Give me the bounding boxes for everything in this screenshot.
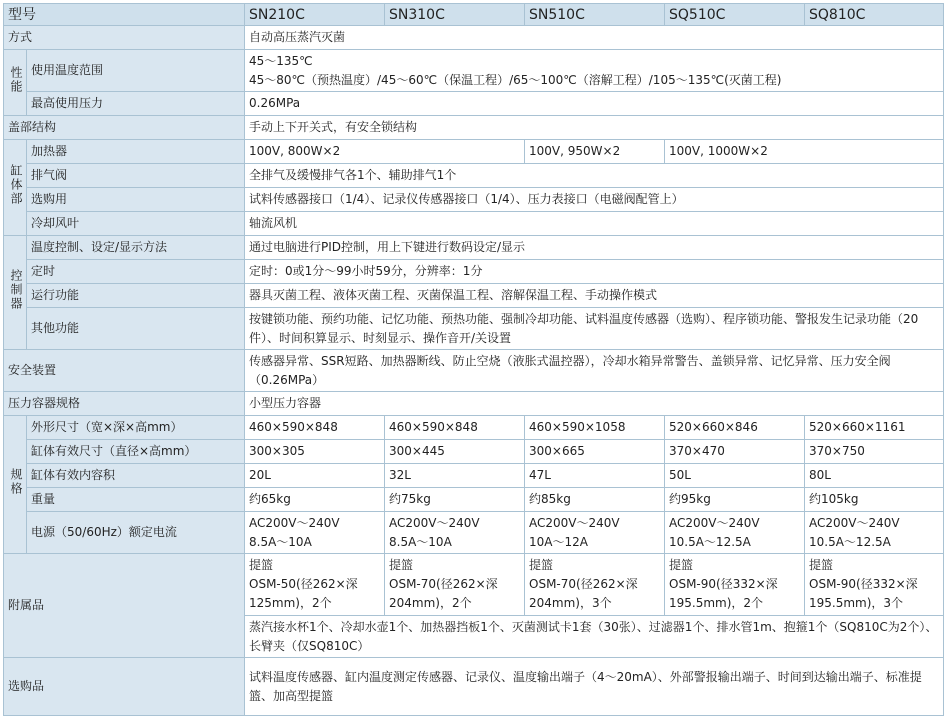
basket-value: 提篮 OSM-90(径332×深 195.5mm)，2个 [665, 554, 805, 616]
weight-value: 约65kg [245, 488, 385, 512]
volume-value: 32L [385, 464, 525, 488]
lid-value: 手动上下开关式，有安全锁结构 [245, 116, 944, 140]
outer-size-value: 520×660×1161 [805, 416, 944, 440]
heater-value: 100V, 1000W×2 [665, 140, 944, 164]
basket-row [4, 554, 944, 616]
volume-value: 50L [665, 464, 805, 488]
temp-range-row [4, 50, 944, 92]
tank-group-label: 缸体部 [4, 140, 27, 236]
exhaust-row [4, 164, 944, 188]
max-pressure-row [4, 92, 944, 116]
outer-size-value: 520×660×846 [665, 416, 805, 440]
other-functions-label: 其他功能 [27, 308, 245, 350]
outer-size-value: 460×590×1058 [525, 416, 665, 440]
heater-row [4, 140, 944, 164]
weight-value: 约75kg [385, 488, 525, 512]
weight-value: 约95kg [665, 488, 805, 512]
safety-row [4, 350, 944, 392]
performance-group-label: 性能 [4, 50, 27, 116]
vessel-label: 压力容器规格 [4, 392, 245, 416]
other-functions-row [4, 308, 944, 350]
model-name: SQ810C [805, 4, 944, 26]
weight-row [4, 488, 944, 512]
inner-size-value: 300×305 [245, 440, 385, 464]
model-name: SQ510C [665, 4, 805, 26]
fan-label: 冷却风叶 [27, 212, 245, 236]
timer-value: 定时：0或1分～99小时59分，分辨率：1分 [245, 260, 944, 284]
method-label: 方式 [4, 26, 245, 50]
vessel-value: 小型压力容器 [245, 392, 944, 416]
spec-table [3, 3, 944, 716]
accessories-label: 附属品 [4, 554, 245, 658]
optional-port-row [4, 188, 944, 212]
other-functions-value: 按键锁功能、预约功能、记忆功能、预热功能、强制冷却功能、试料温度传感器（选购）、程序锁功能、警报发生记录功能（20件）、时间积算显示、时刻显示、操作音开/关设置 [245, 308, 944, 350]
lid-label: 盖部结构 [4, 116, 245, 140]
operation-row [4, 284, 944, 308]
basket-value: 提篮 OSM-70(径262×深 204mm)，2个 [385, 554, 525, 616]
outer-size-value: 460×590×848 [245, 416, 385, 440]
fan-row [4, 212, 944, 236]
outer-size-label: 外形尺寸（宽×深×高mm） [27, 416, 245, 440]
timer-row [4, 260, 944, 284]
timer-label: 定时 [27, 260, 245, 284]
volume-label: 缸体有效内容积 [27, 464, 245, 488]
power-label: 电源（50/60Hz）额定电流 [27, 512, 245, 554]
inner-size-value: 370×750 [805, 440, 944, 464]
outer-size-row [4, 416, 944, 440]
max-pressure-value: 0.26MPa [245, 92, 944, 116]
power-value: AC200V～240V 10.5A～12.5A [805, 512, 944, 554]
vessel-row [4, 392, 944, 416]
lid-row [4, 116, 944, 140]
heater-value: 100V, 800W×2 [245, 140, 525, 164]
heater-value: 100V, 950W×2 [525, 140, 665, 164]
safety-value: 传感器异常、SSR短路、加热器断线、防止空烧（液胀式温控器），冷却水箱异常警告、盖锁异常、记忆异常、压力安全阀（0.26MPa） [245, 350, 944, 392]
power-value: AC200V～240V 10.5A～12.5A [665, 512, 805, 554]
inner-size-row [4, 440, 944, 464]
options-label: 选购品 [4, 658, 245, 716]
power-value: AC200V～240V 8.5A～10A [245, 512, 385, 554]
volume-value: 80L [805, 464, 944, 488]
temp-control-row [4, 236, 944, 260]
options-value: 试料温度传感器、缸内温度测定传感器、记录仪、温度输出端子（4～20mA）、外部警报输出端子、时间到达输出端子、标准提篮、加高型提篮 [245, 658, 944, 716]
accessories-common-value: 蒸汽接水杯1个、冷却水壶1个、加热器挡板1个、灭菌测试卡1套（30张）、过滤器1个、排水管1m、抱箍1个（SQ810C为2个）、长臂夹（仅SQ810C） [245, 616, 944, 658]
power-value: AC200V～240V 8.5A～10A [385, 512, 525, 554]
method-value: 自动高压蒸汽灭菌 [245, 26, 944, 50]
operation-label: 运行功能 [27, 284, 245, 308]
outer-size-value: 460×590×848 [385, 416, 525, 440]
exhaust-label: 排气阀 [27, 164, 245, 188]
inner-size-value: 300×445 [385, 440, 525, 464]
model-name: SN310C [385, 4, 525, 26]
basket-value: 提篮 OSM-50(径262×深 125mm)，2个 [245, 554, 385, 616]
weight-value: 约85kg [525, 488, 665, 512]
model-label: 型号 [4, 4, 245, 26]
control-group-label: 控制器 [4, 236, 27, 350]
specs-group-label: 规格 [4, 416, 27, 554]
basket-value: 提篮 OSM-90(径332×深 195.5mm)，3个 [805, 554, 944, 616]
max-pressure-label: 最高使用压力 [27, 92, 245, 116]
temp-range-label: 使用温度范围 [27, 50, 245, 92]
basket-value: 提篮 OSM-70(径262×深 204mm)，3个 [525, 554, 665, 616]
method-row [4, 26, 944, 50]
optional-port-label: 选购用 [27, 188, 245, 212]
heater-label: 加热器 [27, 140, 245, 164]
volume-row [4, 464, 944, 488]
power-value: AC200V～240V 10A～12A [525, 512, 665, 554]
exhaust-value: 全排气及缓慢排气各1个、辅助排气1个 [245, 164, 944, 188]
inner-size-value: 300×665 [525, 440, 665, 464]
optional-port-value: 试料传感器接口（1/4）、记录仪传感器接口（1/4）、压力表接口（电磁阀配管上） [245, 188, 944, 212]
weight-value: 约105kg [805, 488, 944, 512]
inner-size-label: 缸体有效尺寸（直径×高mm） [27, 440, 245, 464]
safety-label: 安全装置 [4, 350, 245, 392]
inner-size-value: 370×470 [665, 440, 805, 464]
operation-value: 器具灭菌工程、液体灭菌工程、灭菌保温工程、溶解保温工程、手动操作模式 [245, 284, 944, 308]
power-row [4, 512, 944, 554]
options-row [4, 658, 944, 716]
volume-value: 47L [525, 464, 665, 488]
volume-value: 20L [245, 464, 385, 488]
fan-value: 轴流风机 [245, 212, 944, 236]
temp-control-label: 温度控制、设定/显示方法 [27, 236, 245, 260]
model-name: SN510C [525, 4, 665, 26]
temp-range-value: 45～135℃ 45～80℃（预热温度）/45～60℃（保温工程）/65～100℃（溶解工程）/105～135℃(灭菌工程) [245, 50, 944, 92]
temp-control-value: 通过电脑进行PID控制，用上下键进行数码设定/显示 [245, 236, 944, 260]
weight-label: 重量 [27, 488, 245, 512]
header-row [4, 4, 944, 26]
model-name: SN210C [245, 4, 385, 26]
